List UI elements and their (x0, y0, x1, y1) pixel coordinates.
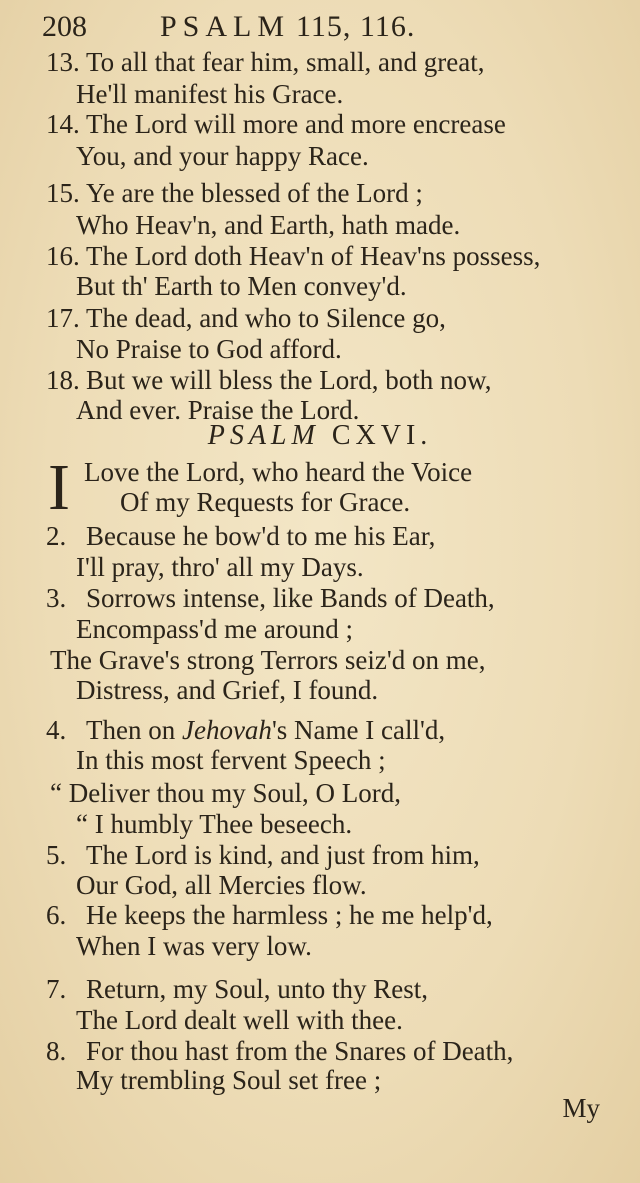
verse-text: The Lord will more and more encrease (86, 109, 506, 139)
verse-line (0, 240, 640, 272)
verse-line (0, 714, 640, 746)
page-header (0, 10, 640, 50)
verse-line (0, 808, 640, 840)
verse-text: But we will bless the Lord, both now, (86, 365, 492, 395)
divine-name: Jehovah (181, 715, 272, 745)
verse-text: Encompass'd me around ; (76, 614, 354, 644)
drop-cap: I (48, 451, 70, 524)
verse-text: Distress, and Grief, I found. (76, 675, 379, 705)
verse-line (0, 270, 640, 302)
running-head-title: PSALM (160, 10, 291, 43)
psalm-title (0, 420, 640, 452)
verse-number: 18. (46, 365, 80, 395)
verse-number: 16. (46, 241, 80, 271)
verse-text: The Lord dealt well with thee. (76, 1005, 403, 1035)
verse-line (0, 1064, 640, 1096)
verse-number: 17. (46, 303, 80, 333)
psalm-title-word: PSALM (207, 420, 320, 451)
verse-text: Love the Lord, who heard the Voice (84, 457, 473, 487)
verse-text: For thou hast from the Snares of Death, (86, 1036, 514, 1066)
verse-number: 3. (46, 583, 67, 613)
verse-line (0, 46, 640, 78)
verse-line (0, 1004, 640, 1036)
verse-text: When I was very low. (76, 931, 312, 961)
verse-line (0, 744, 640, 776)
verse-line (0, 551, 640, 583)
verse-line (0, 209, 640, 241)
verse-line (0, 333, 640, 365)
verse-number: 8. (46, 1036, 67, 1066)
verse-line (0, 108, 640, 140)
verse-text: In this most fervent Speech ; (76, 745, 386, 775)
verse-line (0, 302, 640, 334)
verse-text-part: 's Name I call'd, (271, 715, 446, 745)
verse-text: My trembling Soul set free ; (76, 1065, 382, 1095)
verse-text: Sorrows intense, like Bands of Death, (86, 583, 495, 613)
verse-text: The dead, and who to Silence go, (86, 303, 446, 333)
verse-text: And ever. Praise the Lord. (76, 395, 360, 425)
verse-line (0, 520, 640, 552)
page-number: 208 (42, 10, 87, 43)
verse-text: Return, my Soul, unto thy Rest, (86, 974, 429, 1004)
verse-line (0, 973, 640, 1005)
verse-text: Because he bow'd to me his Ear, (86, 521, 436, 551)
verse-text: Ye are the blessed of the Lord ; (86, 178, 423, 208)
verse-line (0, 486, 640, 518)
verse-text: You, and your happy Race. (76, 141, 369, 171)
verse-number: 5. (46, 840, 67, 870)
verse-line (0, 869, 640, 901)
verse-text: “ I humbly Thee beseech. (76, 809, 353, 839)
verse-line (0, 899, 640, 931)
verse-text: He keeps the harmless ; he me help'd, (86, 900, 493, 930)
verse-text: “ Deliver thou my Soul, O Lord, (50, 778, 401, 808)
verse-line (0, 930, 640, 962)
verse-number: 15. (46, 178, 80, 208)
verse-number: 14. (46, 109, 80, 139)
running-head (160, 10, 415, 44)
verse-text (86, 714, 445, 746)
verse-number: 13. (46, 47, 80, 77)
verse-line (0, 364, 640, 396)
verse-number: 7. (46, 974, 67, 1004)
catchword: My (562, 1093, 600, 1123)
verse-line (0, 1035, 640, 1067)
verse-line (0, 582, 640, 614)
verse-text: The Lord is kind, and just from him, (86, 840, 480, 870)
verse-text: To all that fear him, small, and great, (86, 47, 485, 77)
verse-line (0, 177, 640, 209)
verse-text: But th' Earth to Men convey'd. (76, 271, 407, 301)
verse-line (0, 78, 640, 110)
verse-line (0, 456, 640, 488)
verse-text: Our God, all Mercies flow. (76, 870, 367, 900)
verse-text: No Praise to God afford. (76, 334, 342, 364)
verse-line (0, 644, 640, 676)
psalm-title-number: CXVI. (331, 420, 433, 451)
verse-line (0, 674, 640, 706)
verse-number: 6. (46, 900, 67, 930)
verse-text-part: Then on (86, 715, 182, 745)
verse-line (0, 613, 640, 645)
verse-text: The Lord doth Heav'n of Heav'ns possess, (86, 241, 541, 271)
verse-line (0, 140, 640, 172)
psalm-numbers: 115, 116. (296, 10, 416, 43)
verse-text: Of my Requests for Grace. (120, 487, 411, 517)
verse-line (0, 839, 640, 871)
verse-text: Who Heav'n, and Earth, hath made. (76, 210, 461, 240)
verse-line (0, 777, 640, 809)
verse-number: 4. (46, 715, 67, 745)
verse-text: I'll pray, thro' all my Days. (76, 552, 364, 582)
verse-text: The Grave's strong Terrors seiz'd on me, (50, 645, 486, 675)
verse-number: 2. (46, 521, 67, 551)
verse-text: He'll manifest his Grace. (76, 79, 344, 109)
